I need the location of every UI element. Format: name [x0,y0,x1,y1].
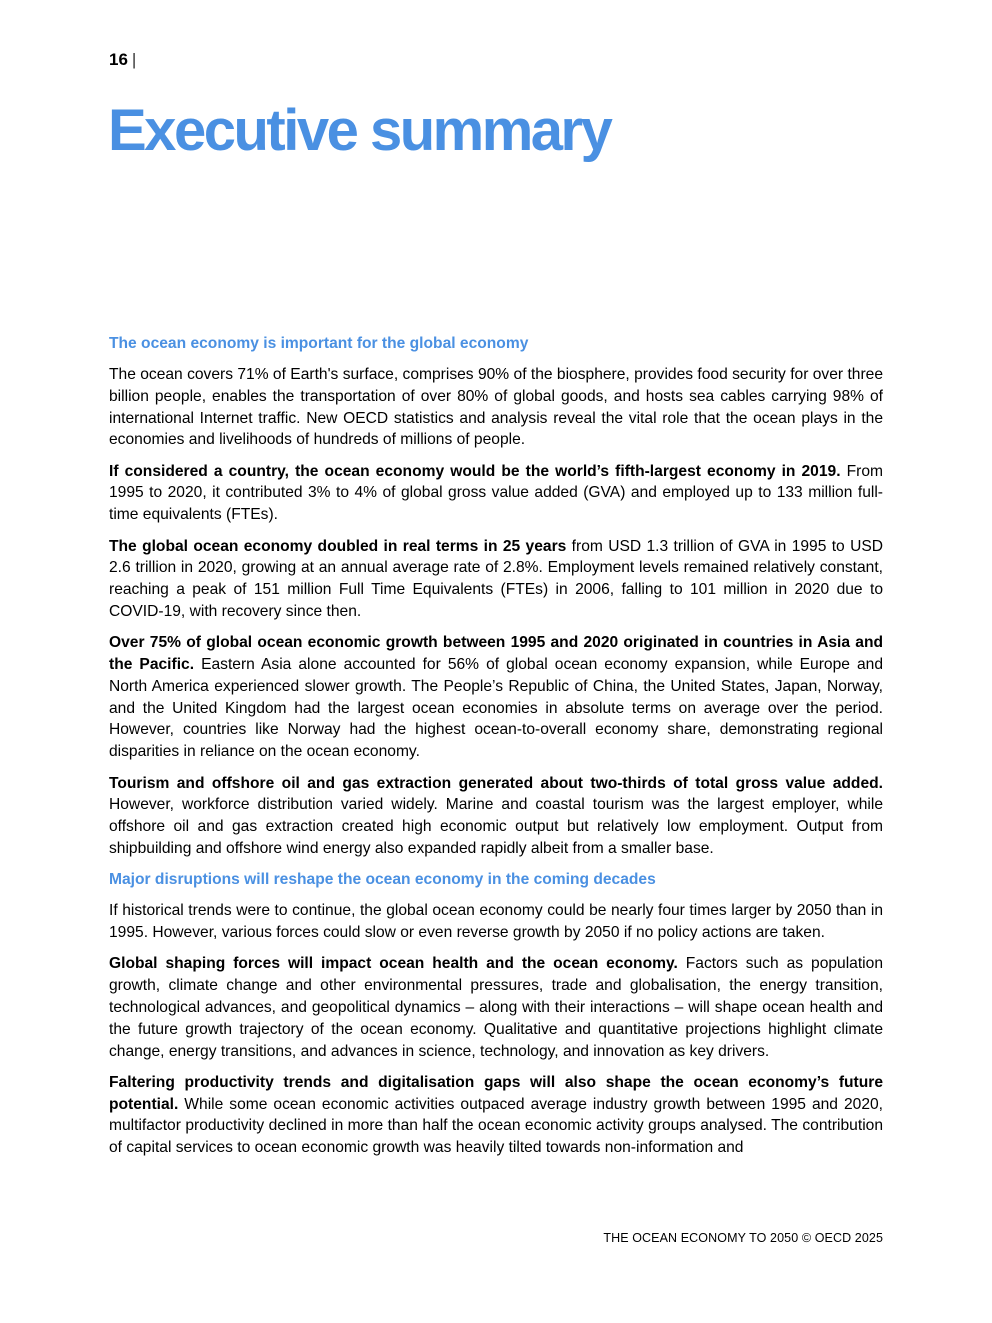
page-title: Executive summary [108,98,611,163]
page-footer: THE OCEAN ECONOMY TO 2050 © OECD 2025 [603,1231,883,1245]
paragraph [109,773,883,860]
paragraph: The ocean covers 71% of Earth's surface, comprises 90% of the biosphere, provides food security for over three billion people, enables the transportation of over 80% of global goods, and hosts sea cables carrying 98% of international Internet traffic. New OECD statistics and analysis reveal the vital role that the ocean plays in the economies and livelihoods of hundreds of millions of people. [109,366,883,449]
main-content [109,333,883,1169]
paragraph-lead: Global shaping forces will impact ocean health and the ocean economy. [109,955,678,973]
paragraph [109,632,883,763]
paragraph-body: However, workforce distribution varied widely. Marine and coastal tourism was the largest employer, while offshore oil and gas extraction created high economic output but relatively low employment. Output from shipbuilding and offshore wind energy also expanded rapidly albeit from a smaller base. [109,796,883,857]
paragraph-body: Eastern Asia alone accounted for 56% of global ocean economy expansion, while Europe and North America experienced slower growth. The People’s Republic of China, the United States, Japan, Norway, and the United Kingdom had the largest ocean economies in absolute terms on average over the period. However, countries like Norway had the highest ocean-to-overall economy share, demonstrating regional disparities in reliance on the ocean economy. [109,656,883,761]
paragraph-lead: Faltering productivity trends and digitalisation gaps will also shape the ocean economy’s future potential. [109,1073,883,1113]
paragraph-body: While some ocean economic activities outpaced average industry growth between 1995 and 2020, multifactor productivity declined in more than half the ocean economic activity groups analysed. The contribution of capital services to ocean economic growth was heavily tilted towards non-information and [109,1095,883,1157]
paragraph [109,953,883,1062]
paragraph: If historical trends were to continue, the global ocean economy could be nearly four times larger by 2050 than in 1995. However, various forces could slow or even reverse growth by 2050 if no policy actions are taken. [109,902,883,942]
section-heading-ocean-economy-importance: The ocean economy is important for the global economy [109,335,529,352]
paragraph [109,536,883,623]
paragraph-body: From 1995 to 2020, it contributed 3% to 4% of global gross value added (GVA) and employed up to 133 million full-time equivalents (FTEs). [109,462,883,524]
paragraph [109,461,883,526]
paragraph-lead: Tourism and offshore oil and gas extraction generated about two-thirds of total gross value added. [109,774,883,792]
page-number-separator: | [131,50,137,69]
page-number-value: 16 [109,50,128,69]
paragraph [109,1072,883,1159]
paragraph-body: from USD 1.3 trillion of GVA in 1995 to USD 2.6 trillion in 2020, growing at an annual average rate of 2.8%. Employment levels remained relatively constant, reaching a peak of 151 million Full Time Equivalents (FTEs) in 2006, falling to 101 million in 2020 due to COVID-19, with recovery since then. [109,537,884,620]
paragraph-lead: Over 75% of global ocean economic growth between 1995 and 2020 originated in countries in Asia and the Pacific. [109,634,883,674]
section-heading-major-disruptions: Major disruptions will reshape the ocean economy in the coming decades [109,871,656,889]
paragraph-lead: The global ocean economy doubled in real terms in 25 years [109,537,567,555]
paragraph-lead: If considered a country, the ocean economy would be the world’s fifth-largest economy in 2019. [109,462,841,480]
page-number [109,50,136,70]
paragraph-body: Factors such as population growth, climate change and other environmental pressures, trade and globalisation, the energy transition, technological advances, and geopolitical dynamics – along with their interactions – will shape ocean health and the future growth trajectory of the ocean economy. Qualitative and quantitative projections highlight climate change, energy transitions, and advances in science, technology, and innovation as key drivers. [109,955,883,1060]
